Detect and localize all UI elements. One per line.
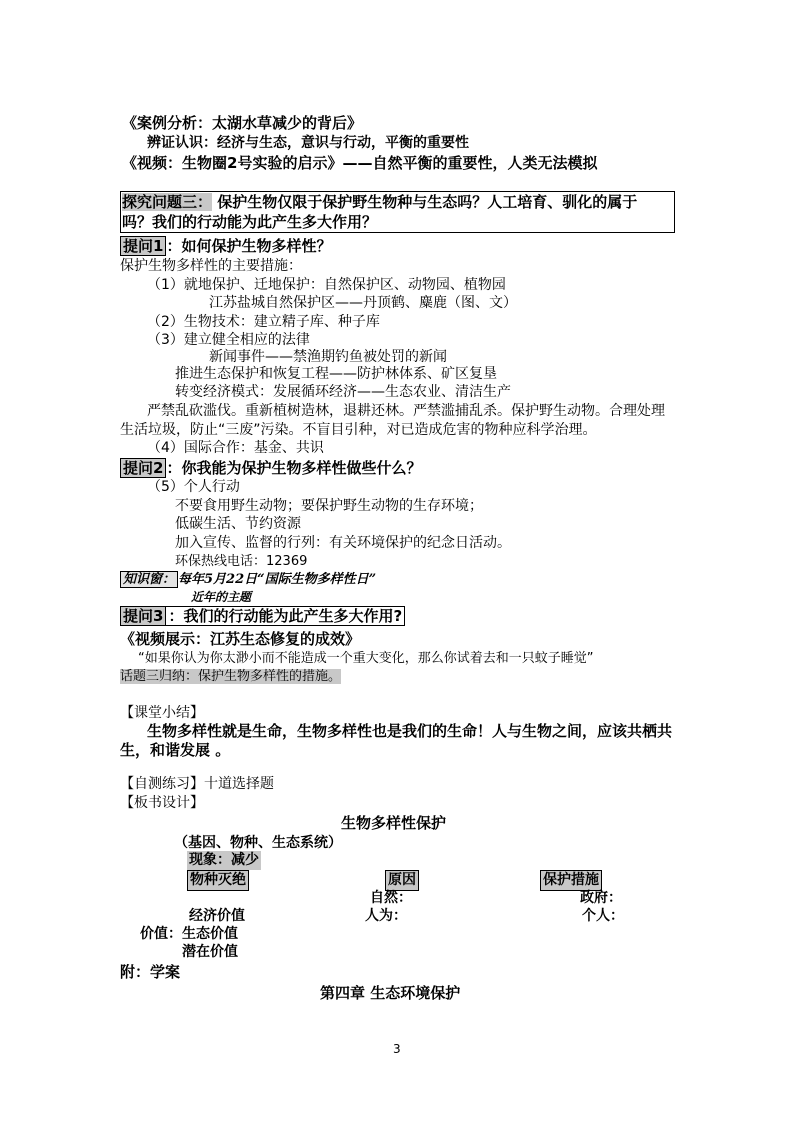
board-extinction-box: 物种灭绝 [187, 870, 249, 891]
tiwen2-label: 提问2 [120, 458, 166, 478]
tiwen3-text: ：我们的行动能为此产生多大作用? [166, 606, 405, 626]
measure-5-c: 加入宣传、监督的行列：有关环境保护的纪念日活动。 [175, 535, 511, 551]
measure-3-project: 推进生态保护和恢复工程——防护林体系、矿区复垦 [175, 366, 497, 382]
question-three-text-line2: 吗？我们的行动能为此产生多大作用？ [122, 213, 378, 231]
board-value [140, 925, 238, 944]
measure-5-b: 低碳生活、节约资源 [175, 516, 301, 532]
board-personal: 个人： [582, 908, 624, 924]
class-summary-line2: 生，和谐发展 。 [120, 741, 231, 759]
measure-3-news: 新闻事件——禁渔期钓鱼被处罚的新闻 [209, 349, 447, 365]
measures-title: 保护生物多样性的主要措施： [120, 258, 302, 274]
tiwen2-text: ：你我能为保护生物多样性做些什么？ [166, 459, 422, 477]
question-three-label: 探究问题三： [122, 193, 213, 211]
board-cause-box: 原因 [385, 870, 419, 891]
board-economic-value: 经济价值 [189, 908, 245, 924]
board-title: 生物多样性保护 [341, 814, 447, 832]
measure-3: （3）建立健全相应的法律 [147, 332, 310, 348]
knowledge-window-label: 知识窗： [120, 571, 178, 588]
board-nature: 自然： [370, 890, 412, 906]
self-test-heading: 【自测练习】十道选择题 [120, 776, 274, 792]
board-phenomenon: 现象：减少 [189, 852, 259, 868]
question-three-box [120, 191, 675, 233]
paragraph-line1: 严禁乱砍滥伐。重新植树造林，退耕还林。严禁滥捕乱杀。保护野生动物。合理处理 [147, 403, 665, 419]
case-analysis-heading: 《案例分析：太湖水草减少的背后》 [122, 114, 363, 132]
paragraph-line2: 生活垃圾，防止“三废”污染。不盲目引种，对已造成危害的物种应科学治理。 [120, 422, 597, 438]
knowledge-window-theme: 近年的主题 [191, 590, 252, 604]
measure-1-example: 江苏盐城自然保护区——丹顶鹤、麋鹿（图、文） [209, 295, 517, 311]
tiwen3-label: 提问3 [120, 606, 166, 626]
video-heading-2: 《视频展示：江苏生态修复的成效》 [120, 630, 361, 648]
board-levels: （基因、物种、生态系统） [174, 835, 342, 851]
board-human: 人为： [365, 908, 407, 924]
measure-1: （1）就地保护、迁地保护：自然保护区、动物园、植物园 [147, 277, 506, 293]
page-number: 3 [393, 1042, 401, 1056]
board-measures-box: 保护措施 [540, 870, 602, 891]
measure-3-economy: 转变经济模式：发展循环经济——生态农业、清洁生产 [175, 384, 511, 400]
knowledge-window-text: 每年5月22日“国际生物多样性日” [178, 572, 377, 587]
measure-2: （2）生物技术：建立精子库、种子库 [147, 314, 380, 330]
measure-5-a: 不要食用野生动物；要保护野生动物的生存环境； [175, 498, 483, 514]
appendix: 附：学案 [120, 963, 181, 981]
board-government: 政府： [580, 890, 622, 906]
dialectical-note: 辨证认识：经济与生态，意识与行动，平衡的重要性 [147, 135, 469, 151]
tiwen1-text: ：如何保护生物多样性？ [166, 237, 332, 255]
class-summary-heading: 【课堂小结】 [120, 705, 204, 721]
quote: “如果你认为你太渺小而不能造成一个重大变化，那么你试着去和一只蚊子睡觉” [138, 651, 594, 666]
board-potential-value: 潜在价值 [182, 944, 238, 960]
topic-three-summary [120, 668, 341, 686]
hotline: 环保热线电话：12369 [175, 554, 308, 569]
board-value-label: 价值： [140, 926, 182, 942]
tiwen1 [120, 236, 331, 256]
knowledge-window [120, 571, 376, 589]
board-design-heading: 【板书设计】 [120, 795, 204, 811]
tiwen3 [120, 606, 405, 626]
tiwen2 [120, 458, 421, 478]
measure-4: （4）国际合作：基金、共识 [147, 440, 324, 456]
topic-three-summary-text: 话题三归纳：保护生物多样性的措施。 [120, 669, 342, 684]
class-summary-line1: 生物多样性就是生命，生物多样性也是我们的生命！人与生物之间，应该共栖共 [147, 722, 673, 740]
chapter-title: 第四章 生态环境保护 [320, 984, 461, 1002]
question-three-text-line1: 保护生物仅限于保护野生物种与生态吗？人工培育、驯化的属于 [217, 193, 638, 211]
tiwen1-label: 提问1 [120, 236, 166, 256]
measure-5: （5）个人行动 [147, 479, 240, 495]
video-heading-1: 《视频：生物圈2号实验的启示》——自然平衡的重要性，人类无法模拟 [122, 154, 598, 172]
board-ecological-value: 生态价值 [182, 926, 238, 942]
